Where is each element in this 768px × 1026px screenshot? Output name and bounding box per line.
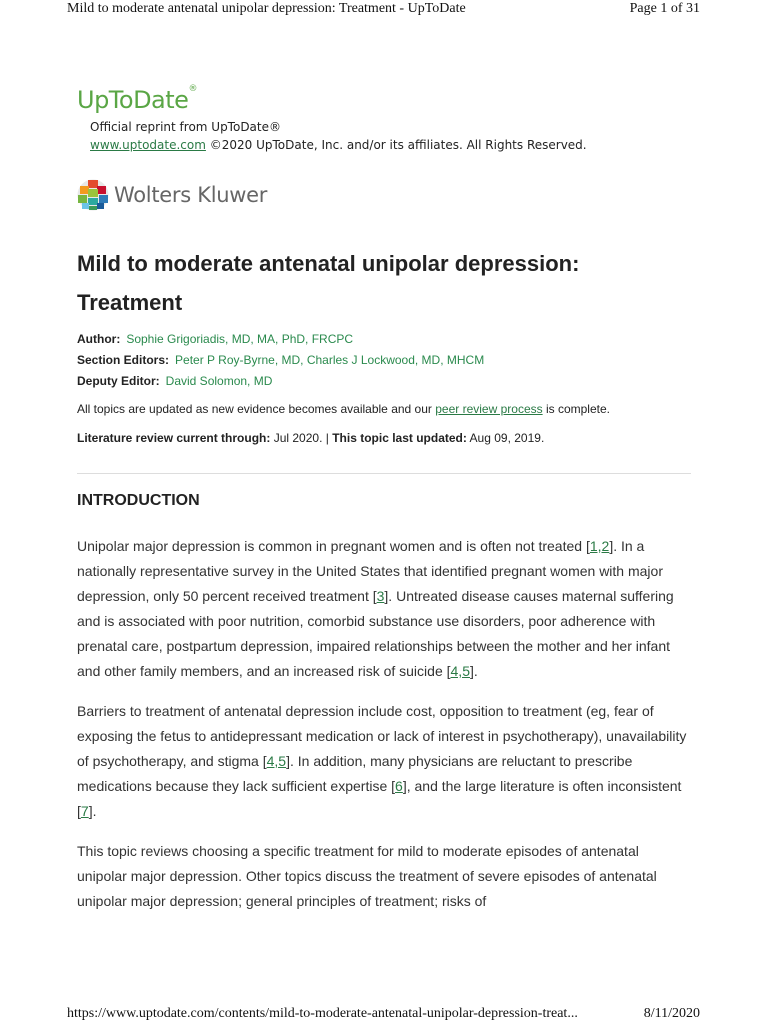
print-footer [0, 1006, 768, 1026]
section-editors-line [77, 353, 484, 367]
print-footer-date: 8/11/2020 [643, 1006, 700, 1021]
section-editors-names[interactable]: Peter P Roy-Byrne, MD, Charles J Lockwood, MD, MHCM [175, 353, 485, 367]
deputy-editor-line [77, 374, 272, 388]
last-updated-label: This topic last updated: [332, 431, 467, 445]
review-dates [77, 431, 544, 445]
citation-link[interactable]: 4,5 [266, 753, 287, 769]
citation-link[interactable]: 6 [395, 778, 403, 794]
author-name[interactable]: Sophie Grigoriadis, MD, MA, PhD, FRCPC [126, 332, 354, 346]
intro-paragraph-1: Unipolar major depression is common in pregnant women and is often not treated [1,2]. In a nationally representative survey in the United States that identified pregnant women with major depression, only 50 percent received treatment [3]. Untreated disease causes maternal suffering and is associated with poor nutrition, comorbid substance use disorders, poor adherence with prenatal care, postpartum depression, impaired relationships between the mother and her infant and other family members, and an increased risk of suicide [4,5]. [77, 538, 674, 679]
copyright-line [90, 136, 587, 154]
citation-link[interactable]: 1,2 [589, 538, 610, 554]
deputy-editor-label: Deputy Editor: [77, 374, 160, 388]
author-label: Author: [77, 332, 121, 346]
print-header [0, 1, 768, 21]
reprint-line: Official reprint from UpToDate® [90, 120, 281, 134]
copyright-text: ©2020 UpToDate, Inc. and/or its affiliates. All Rights Reserved. [209, 138, 587, 152]
uptodate-logo: UpToDate® [77, 84, 197, 114]
lit-review-value: Jul 2020. | [270, 431, 333, 445]
introduction-heading: INTRODUCTION [77, 492, 200, 509]
publisher-logo [77, 178, 267, 212]
citation-link[interactable]: 4,5 [450, 663, 470, 679]
uptodate-link[interactable]: www.uptodate.com [90, 138, 206, 152]
intro-paragraph-3: This topic reviews choosing a specific treatment for mild to moderate episodes of antenatal unipolar major depression. Other topics discuss the treatment of severe episodes of antenatal unipolar major depression; general principles of treatment; risks of [77, 843, 657, 909]
publisher-name: Wolters Kluwer [114, 183, 268, 207]
section-editors-label: Section Editors: [77, 353, 170, 367]
print-header-title: Mild to moderate antenatal unipolar depression: Treatment - UpToDate [67, 1, 466, 16]
last-updated-value: Aug 09, 2019. [466, 431, 545, 445]
deputy-editor-name[interactable]: David Solomon, MD [165, 374, 273, 388]
lit-review-label: Literature review current through: [77, 431, 271, 445]
section-divider [77, 473, 691, 474]
intro-paragraph-2: Barriers to treatment of antenatal depression include cost, opposition to treatment (eg, fear of exposing the fetus to antidepressant medication or lack of interest in psychotherapy), unavailability of psychotherapy, and stigma [4,5]. In addition, many physicians are reluctant to prescribe medications because they lack sufficient expertise [6], and the large literature is often inconsistent [7]. [77, 703, 687, 819]
peer-review-link[interactable]: peer review process [435, 402, 543, 416]
wolters-kluwer-logo-icon [77, 179, 109, 211]
citation-link[interactable]: 7 [80, 803, 89, 819]
article-title: Mild to moderate antenatal unipolar depression: Treatment [77, 251, 580, 315]
print-footer-url: https://www.uptodate.com/contents/mild-to-moderate-antenatal-unipolar-depression-treat... [67, 1006, 578, 1021]
update-note: All topics are updated as new evidence becomes available and our peer review process is complete. [77, 402, 610, 416]
citation-link[interactable]: 3 [376, 588, 385, 604]
print-page-number: Page 1 of 31 [629, 1, 700, 16]
reprint-notice [90, 118, 587, 154]
author-line [77, 332, 353, 346]
